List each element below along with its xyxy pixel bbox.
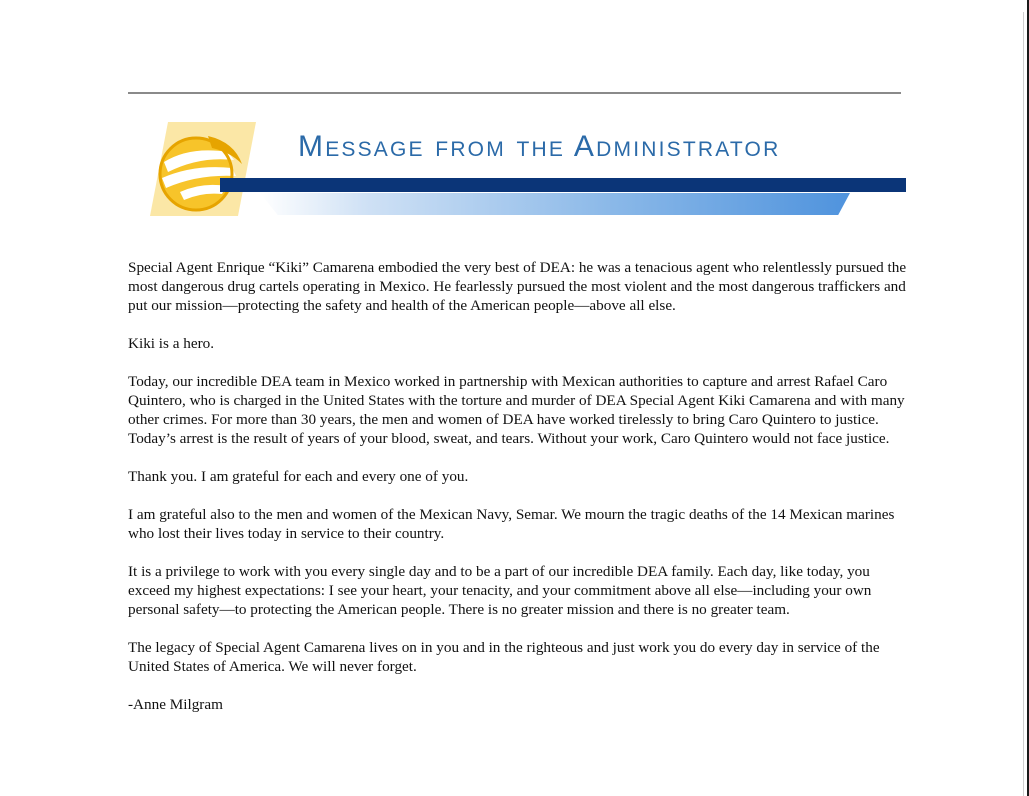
signature: -Anne Milgram <box>128 696 223 713</box>
letter-body <box>128 258 908 733</box>
header-banner <box>150 122 910 218</box>
paragraph-tribute: Special Agent Enrique “Kiki” Camarena embodied the very best of DEA: he was a tenacious agent who relentlessly pursued the most dangerous drug cartels operating in Mexico. He fearlessly pursued the most violent and the most dangerous traffickers and put our mission—protecting the safety and health of the American people—above all else. <box>128 259 907 314</box>
header-rule <box>128 92 901 94</box>
banner-stripe-light <box>260 193 850 215</box>
banner-title: Message from the Administrator <box>298 130 781 163</box>
paragraph-privilege: It is a privilege to work with you every single day and to be a part of our incredible DEA family. Each day, like today, you exceed my highest expectations: I see your heart, your tenacity, and your commitment above all else—including your own personal safety—to protecting the American people. There is no greater mission and there is no greater team. <box>128 563 872 618</box>
paragraph-navy: I am grateful also to the men and women of the Mexican Navy, Semar. We mourn the tragic deaths of the 14 Mexican marines who lost their lives today in service to their country. <box>128 506 895 542</box>
paragraph-thanks: Thank you. I am grateful for each and every one of you. <box>128 468 469 485</box>
paragraph-arrest: Today, our incredible DEA team in Mexico worked in partnership with Mexican authorities to capture and arrest Rafael Caro Quintero, who is charged in the United States with the torture and murder of DEA Special Agent Kiki Camarena and with many other crimes. For more than 30 years, the men and women of DEA have worked tirelessly to bring Caro Quintero to justice. Today’s arrest is the result of years of your blood, sweat, and tears. Without your work, Caro Quintero would not face justice. <box>128 373 905 447</box>
banner-stripe-dark <box>220 178 906 192</box>
paragraph-hero: Kiki is a hero. <box>128 335 215 352</box>
dea-eagle-logo-icon <box>150 122 256 216</box>
paragraph-legacy: The legacy of Special Agent Camarena lives on in you and in the righteous and just work you do every day in service of the United States of America. We will never forget. <box>128 639 880 675</box>
